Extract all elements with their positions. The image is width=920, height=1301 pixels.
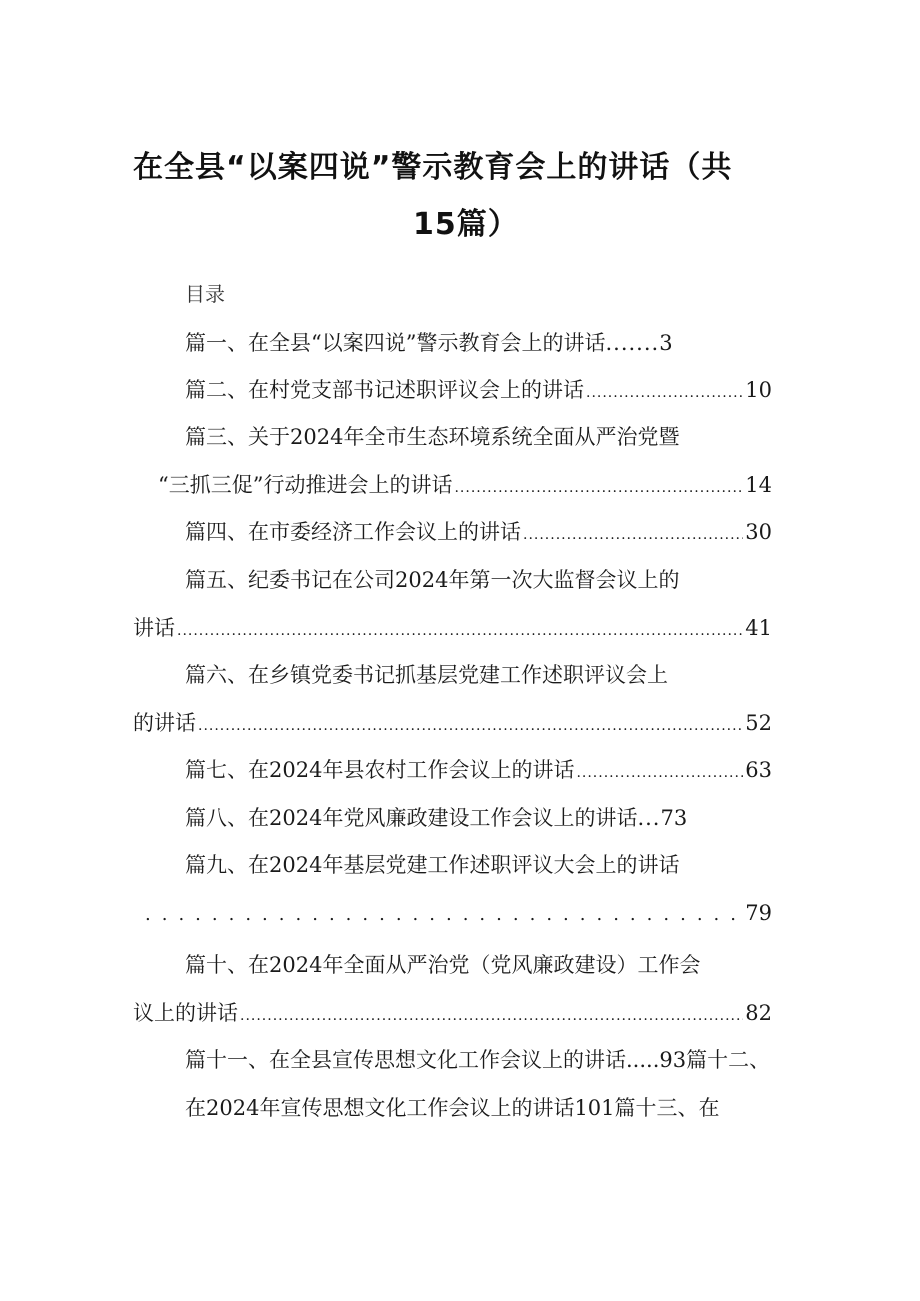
- document-title-line-2: 15篇）: [413, 207, 519, 242]
- toc-page-number: 41: [745, 616, 772, 640]
- toc-entry-5-line-2[interactable]: [133, 613, 772, 643]
- toc-page-number: 52: [745, 711, 772, 735]
- toc-page-number: 82: [745, 1001, 772, 1025]
- toc-leader-dots: [523, 520, 743, 550]
- toc-leader-dots: [145, 900, 741, 930]
- toc-entry-text: 篇七、在2024年县农村工作会议上的讲话: [185, 758, 575, 782]
- toc-entry-text: 篇八、在2024年党风廉政建设工作会议上的讲话: [185, 806, 638, 830]
- toc-heading: 目录: [185, 282, 225, 306]
- toc-leader-dots: [576, 758, 743, 788]
- toc-entry-5-line-1[interactable]: 篇五、纪委书记在公司2024年第一次大监督会议上的: [185, 568, 680, 592]
- toc-entry-4[interactable]: [185, 517, 772, 547]
- toc-page-number: 73: [660, 806, 688, 830]
- toc-entry-3-line-2[interactable]: [158, 470, 772, 500]
- toc-leader-dots: [240, 1001, 743, 1031]
- toc-entry-7[interactable]: [185, 755, 772, 785]
- toc-leader-dots: [177, 616, 743, 646]
- toc-entry-10-line-1[interactable]: 篇十、在2024年全面从严治党（党风廉政建设）工作会: [185, 953, 701, 977]
- toc-entry-8[interactable]: [185, 803, 687, 833]
- toc-page-number: 63: [745, 758, 772, 782]
- toc-leader-dots: [586, 378, 743, 408]
- toc-page-number: 3: [659, 331, 673, 355]
- toc-entry-text: 议上的讲话: [133, 1001, 238, 1025]
- toc-entry-6-line-2[interactable]: [133, 708, 772, 738]
- toc-leader-dots: [454, 473, 743, 503]
- toc-entry-3-line-1[interactable]: 篇三、关于2024年全市生态环境系统全面从严治党暨: [185, 425, 680, 449]
- toc-page-number: 10: [745, 378, 772, 402]
- toc-entry-12-13-line[interactable]: 在2024年宣传思想文化工作会议上的讲话101篇十三、在: [185, 1096, 720, 1120]
- toc-entry-2[interactable]: [185, 375, 772, 405]
- toc-entry-11-12-line[interactable]: 篇十一、在全县宣传思想文化工作会议上的讲话.....93篇十二、: [185, 1048, 771, 1072]
- toc-entry-9-line-1[interactable]: 篇九、在2024年基层党建工作述职评议大会上的讲话: [185, 853, 680, 877]
- toc-entry-text: 篇一、在全县“以案四说”警示教育会上的讲话: [185, 331, 606, 355]
- toc-entry-1[interactable]: [185, 328, 673, 358]
- toc-entry-text: 讲话: [133, 616, 175, 640]
- toc-entry-9-line-2[interactable]: [145, 898, 772, 928]
- toc-entry-6-line-1[interactable]: 篇六、在乡镇党委书记抓基层党建工作述职评议会上: [185, 663, 668, 687]
- toc-entry-text: 的讲话: [133, 711, 196, 735]
- toc-entry-10-line-2[interactable]: [133, 998, 772, 1028]
- toc-leader-dots: [198, 711, 743, 741]
- toc-entry-text: “三抓三促”行动推进会上的讲话: [158, 473, 453, 497]
- toc-page-number: 30: [745, 520, 772, 544]
- toc-entry-text: 篇二、在村党支部书记述职评议会上的讲话: [185, 378, 584, 402]
- toc-page-number: 79: [745, 901, 772, 925]
- toc-leader-dots: .......: [605, 331, 660, 355]
- toc-entry-text: 篇四、在市委经济工作会议上的讲话: [185, 520, 521, 544]
- document-title-line-1: 在全县“以案四说”警示教育会上的讲话（共: [133, 150, 733, 185]
- toc-leader-dots: ...: [637, 806, 661, 830]
- toc-page-number: 14: [745, 473, 772, 497]
